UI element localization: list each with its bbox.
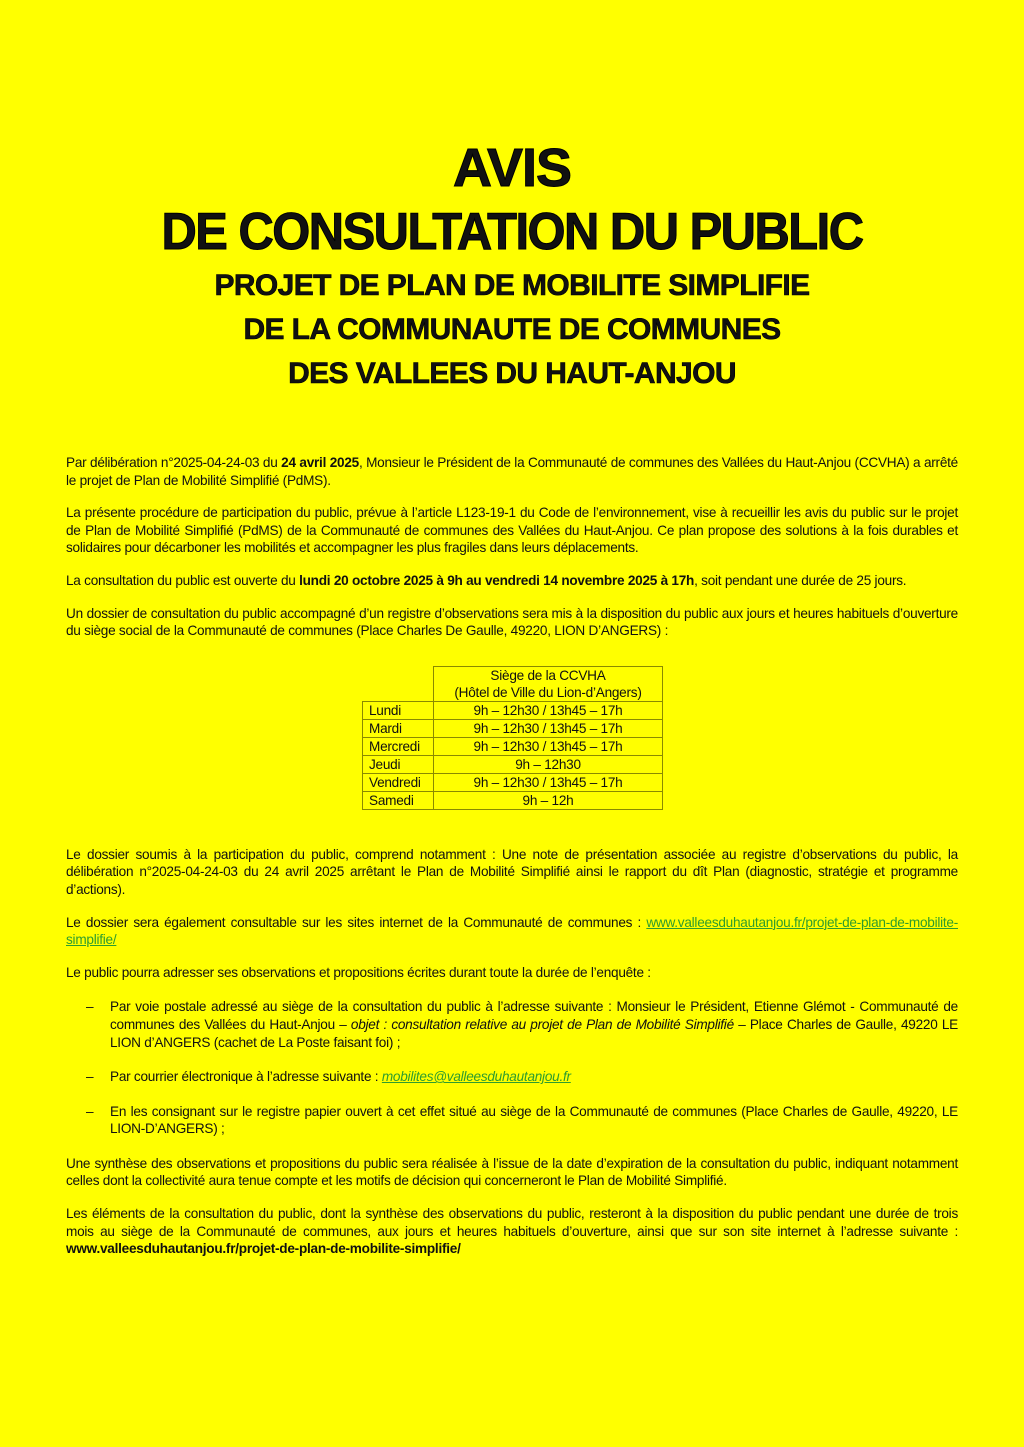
table-row xyxy=(363,701,663,719)
hours-cell: 9h – 12h30 / 13h45 – 17h xyxy=(434,719,663,737)
dash-bullet: – xyxy=(86,999,94,1015)
table-row xyxy=(363,719,663,737)
consultation-period: lundi 20 octobre 2025 à 9h au vendredi 14 novembre 2025 à 17h xyxy=(299,572,695,588)
dash-bullet: – xyxy=(86,1103,94,1119)
hours-cell: 9h – 12h30 xyxy=(434,755,663,773)
text: Les éléments de la consultation du public, dont la synthèse des observations du public, resteront à la disposition du public pendant une durée de trois mois au siège de la Communauté de communes, aux jours et heures habituels d’ouverture, ainsi que sur son site internet à l’adresse suivante : xyxy=(66,1206,958,1239)
paragraph-website xyxy=(66,914,958,949)
text: Par délibération n°2025-04-24-03 du xyxy=(66,455,282,470)
paragraph-synthesis: Une synthèse des observations et propositions du public sera réalisée à l’issue de la date d’expiration de la consultation du public, indiquant notamment celles dont la collectivité aura tenue compte et les motifs de décision qui concerneront le Plan de Mobilité Simplifié. xyxy=(66,1155,958,1189)
website-link[interactable]: www.valleesduhautanjou.fr/projet-de-plan-de-mobilite-simplifie/ xyxy=(66,914,958,948)
title-avis: AVIS xyxy=(452,138,572,198)
text: Par voie postale adressé au siège de la consultation du public à l’adresse suivante : Monsieur le Président, Etienne Glémot - Communauté de communes des Vallées du Haut-Anjou – xyxy=(110,999,958,1032)
subject-text: objet : consultation relative au projet de Plan de Mobilité Simplifié xyxy=(350,1016,734,1032)
text: , Monsieur le Président de la Communauté de communes des Vallées du Haut-Anjou (CCVHA) a arrêté le projet de Plan de Mobilité Simplifié (PdMS). xyxy=(66,455,958,488)
subtitle-line-2: DE LA COMMUNAUTE DE COMMUNES xyxy=(243,313,781,346)
day-cell: Mardi xyxy=(363,719,434,737)
table-row xyxy=(363,737,663,755)
subtitle-line-3: DES VALLEES DU HAUT-ANJOU xyxy=(288,357,736,390)
hours-cell: 9h – 12h xyxy=(434,791,663,809)
list-item-postal xyxy=(66,998,958,1051)
opening-hours-table xyxy=(362,666,663,810)
hours-cell: 9h – 12h30 / 13h45 – 17h xyxy=(434,773,663,791)
paragraph-deliberation xyxy=(66,454,958,489)
text: Le dossier sera également consultable sur les sites internet de la Communauté de communes : xyxy=(66,914,647,930)
paragraph-availability xyxy=(66,1205,958,1258)
header-line-2: (Hôtel de Ville du Lion-d’Angers) xyxy=(454,684,642,700)
list-item-email xyxy=(66,1068,958,1086)
table-header xyxy=(434,666,663,701)
submission-methods-list xyxy=(66,998,958,1138)
notice-title xyxy=(0,136,1024,396)
paragraph-dossier: Un dossier de consultation du public accompagné d’un registre d’observations sera mis à la disposition du public aux jours et heures habituels d’ouverture du siège social de la Communauté de communes (Place Charles De Gaulle, 49220, LION D’ANGERS) : xyxy=(66,605,958,639)
text: – Place Charles de Gaulle, 49220 LE LION d’ANGERS (cachet de La Poste faisant foi) ; xyxy=(110,1016,958,1050)
day-cell: Jeudi xyxy=(363,755,434,773)
empty-cell xyxy=(363,666,434,701)
paragraph-procedure: La présente procédure de participation du public, prévue à l’article L123-19-1 du Code de l’environnement, vise à recueillir les avis du public sur le projet de Plan de Mobilité Simplifié (PdMS) de la Communauté de communes des Vallées du Haut-Anjou. Ce plan propose des solutions à la fois durables et solidaires pour décarboner les mobilités et accompagner les plus fragiles dans leurs déplacements. xyxy=(66,505,958,556)
paragraph-dates xyxy=(66,572,958,590)
hours-cell: 9h – 12h30 / 13h45 – 17h xyxy=(434,737,663,755)
deliberation-date: 24 avril 2025 xyxy=(281,455,359,470)
website-address: www.valleesduhautanjou.fr/projet-de-plan-de-mobilite-simplifie/ xyxy=(66,1241,461,1257)
paragraph-dossier-contents: Le dossier soumis à la participation du public, comprend notamment : Une note de présentation associée au registre d’observations du public, la délibération n°2025-04-24-03 du 24 avril 2025 arrêtant le Plan de Mobilité Simplifié ainsi le rapport du dît Plan (diagnostic, stratégie et programme d’actions). xyxy=(66,846,958,897)
table-header-row xyxy=(363,666,663,701)
text: Par courrier électronique à l’adresse suivante : xyxy=(110,1069,382,1085)
day-cell: Lundi xyxy=(363,701,434,719)
day-cell: Samedi xyxy=(363,791,434,809)
text: En les consignant sur le registre papier ouvert à cet effet situé au siège de la Communauté de communes (Place Charles de Gaulle, 49220, LE LION-D’ANGERS) ; xyxy=(110,1103,958,1137)
text: La consultation du public est ouverte du xyxy=(66,572,300,588)
title-consultation: DE CONSULTATION DU PUBLIC xyxy=(161,203,863,261)
day-cell: Vendredi xyxy=(363,773,434,791)
header-line-1: Siège de la CCVHA xyxy=(490,667,606,683)
notice-body xyxy=(66,454,958,1273)
hours-cell: 9h – 12h30 / 13h45 – 17h xyxy=(434,701,663,719)
table-row xyxy=(363,791,663,809)
list-item-register xyxy=(66,1103,958,1138)
subtitle-line-1: PROJET DE PLAN DE MOBILITE SIMPLIFIE xyxy=(214,269,810,302)
email-link[interactable]: mobilites@valleesduhautanjou.fr xyxy=(381,1069,571,1085)
dash-bullet: – xyxy=(86,1069,94,1085)
day-cell: Mercredi xyxy=(363,737,434,755)
paragraph-observations: Le public pourra adresser ses observations et propositions écrites durant toute la durée de l’enquête : xyxy=(66,964,651,980)
table-row xyxy=(363,773,663,791)
table-row xyxy=(363,755,663,773)
text: , soit pendant une durée de 25 jours. xyxy=(694,572,907,588)
